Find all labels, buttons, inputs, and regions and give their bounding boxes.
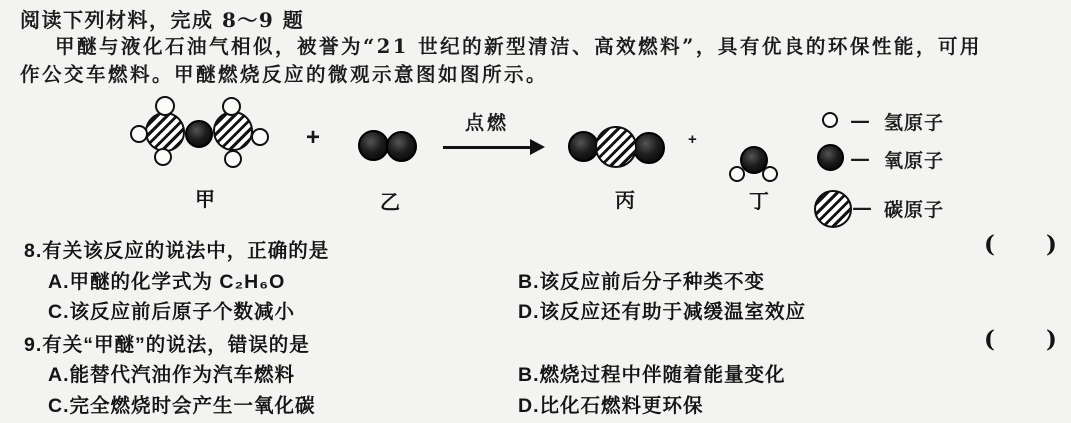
- question-9-option-d: D.比化石燃料更环保: [518, 395, 704, 417]
- oxygen-atom: [358, 130, 389, 161]
- hydrogen-atom: [130, 125, 148, 143]
- question-8-option-d: D.该反应还有助于减缓温室效应: [518, 301, 807, 323]
- legend-label-oxygen: 氧原子: [884, 150, 945, 172]
- label-molecule-jia: 甲: [195, 187, 215, 211]
- legend-dash: —: [850, 108, 870, 132]
- plus-sign-small: +: [688, 131, 697, 148]
- question-9-stem: 9.有关“甲醚”的说法，错误的是: [24, 334, 310, 356]
- reaction-arrow-head: [530, 139, 545, 155]
- passage-line-2: 甲醚与液化石油气相似，被誉为“21 世纪的新型清洁、高效燃料”，具有优良的环保性能，可用: [55, 35, 982, 58]
- question-8-option-c: C.该反应前后原子个数减小: [48, 301, 296, 323]
- carbon-atom: [595, 126, 637, 168]
- hydrogen-atom: [154, 148, 172, 166]
- passage-line-3: 作公交车燃料。甲醚燃烧反应的微观示意图如图所示。: [20, 63, 549, 86]
- question-9-option-a: A.能替代汽油作为汽车燃料: [48, 364, 296, 386]
- legend-dash: —: [850, 146, 870, 170]
- answer-bracket-open: (: [984, 326, 996, 353]
- hydrogen-atom: [762, 166, 778, 182]
- label-molecule-bing: 丙: [615, 188, 635, 212]
- ignite-condition-label: 点燃: [465, 112, 510, 134]
- label-molecule-yi: 乙: [380, 190, 400, 214]
- hydrogen-atom: [224, 150, 242, 168]
- hydrogen-atom: [155, 96, 175, 116]
- carbon-atom: [145, 112, 185, 152]
- question-8-option-b: B.该反应前后分子种类不变: [518, 271, 766, 293]
- legend-label-hydrogen: 氢原子: [884, 112, 945, 134]
- answer-bracket-close: ): [1046, 326, 1058, 353]
- oxygen-atom: [386, 131, 417, 162]
- question-9-option-b: B.燃烧过程中伴随着能量变化: [518, 364, 786, 386]
- legend-dash: —: [852, 195, 872, 219]
- carbon-atom-icon: [814, 190, 852, 228]
- question-8-option-a: A.甲醚的化学式为 C₂H₆O: [48, 271, 286, 293]
- hydrogen-atom-icon: [822, 112, 838, 128]
- hydrogen-atom: [729, 166, 745, 182]
- oxygen-atom-icon: [817, 144, 844, 171]
- carbon-atom: [213, 111, 253, 151]
- answer-bracket-open: (: [984, 231, 996, 258]
- question-8-stem: 8.有关该反应的说法中，正确的是: [24, 240, 330, 262]
- label-molecule-ding: 丁: [749, 189, 769, 213]
- answer-bracket-close: ): [1046, 231, 1058, 258]
- hydrogen-atom: [251, 128, 269, 146]
- legend-label-carbon: 碳原子: [884, 199, 945, 221]
- oxygen-atom: [740, 146, 768, 174]
- question-9-option-c: C.完全燃烧时会产生一氧化碳: [48, 395, 316, 417]
- reaction-arrow: [443, 146, 533, 149]
- hydrogen-atom: [222, 97, 241, 116]
- passage-instruction: 阅读下列材料，完成 8～9 题: [20, 8, 305, 32]
- plus-sign: +: [306, 124, 321, 151]
- oxygen-atom: [185, 120, 213, 148]
- oxygen-atom: [568, 131, 599, 162]
- oxygen-atom: [633, 132, 665, 164]
